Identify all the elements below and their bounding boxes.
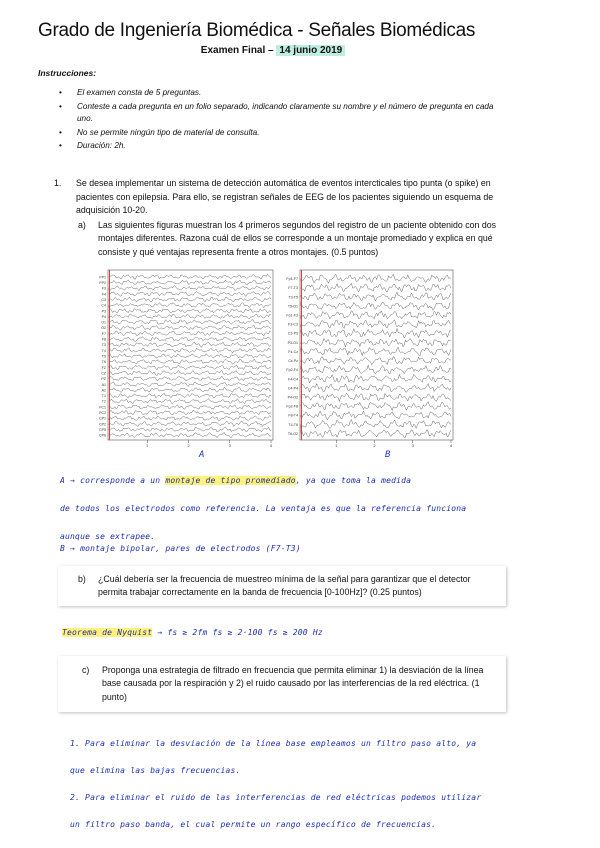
question-1a-label: a) (78, 220, 86, 230)
eeg-channel-label: C3 (101, 297, 106, 302)
exam-date: 14 junio 2019 (276, 45, 345, 56)
eeg-channel-label: CZ (101, 371, 106, 376)
question-1-text: Se desea implementar un sistema de detección automática de eventos intercticales tipo punta (o spike) en pacientes con epilepsia. Para ello, se registran señales de EEG de los pacientes siguiendo un esquema de adquisición 10-20. (76, 178, 494, 215)
eeg-tick-label: 3 (411, 443, 414, 448)
eeg-tick-label: 1 (146, 443, 149, 448)
answer-a-line1-post: , ya que toma la medida (295, 476, 412, 485)
eeg-channel-label: T5 (101, 354, 106, 359)
exam-subtitle (0, 45, 546, 56)
eeg-channel-label: O1 (101, 320, 106, 325)
eeg-channel-label: C4-P4 (287, 386, 298, 391)
answer-a-handwritten (60, 467, 565, 551)
subtitle-prefix: Examen Final – (200, 45, 274, 56)
answer-b-handwritten (62, 628, 323, 637)
answer-c-line3: 2. Para eliminar el ruido de las interferencias de red eléctricas podemos utilizar (70, 793, 482, 802)
instruction-item: • Conteste a cada pregunta en un folio separado, indicando claramente su nombre y el número de pregunta en cada uno. (59, 101, 499, 126)
eeg-channel-label: C4 (101, 303, 106, 308)
eeg-channel-label: PZ (101, 377, 106, 382)
eeg-channel-label: T3 (101, 343, 106, 348)
eeg-channel-label: CP1 (99, 416, 106, 421)
eeg-channel-label: Fp1-F7 (286, 277, 298, 282)
eeg-channel-label: F3-C3 (288, 322, 298, 327)
question-c-text: Proponga una estrategia de filtrado en frecuencia que permita eliminar 1) la desviación de la línea base causada por la respiración y 2) el ruido causado por las interferencias de la red eléctrica. (1 punto) (102, 665, 484, 702)
eeg-tick-label: 3 (228, 443, 231, 448)
eeg-channel-label: T4 (101, 348, 106, 353)
answer-a-highlight: montaje de tipo promediado (165, 476, 296, 485)
eeg-channel-label: T2 (101, 399, 106, 404)
eeg-channel-label: CP5 (99, 428, 106, 433)
instructions-list (59, 87, 499, 154)
answer-a-line3: aunque se extrapee. (60, 532, 156, 541)
figure-label-b: B (385, 450, 391, 458)
eeg-tick-label: 4 (269, 443, 273, 448)
eeg-channel-label: F8-T4 (288, 413, 298, 418)
question-1 (54, 177, 502, 218)
eeg-channel-label: F3 (101, 286, 106, 291)
question-1-number: 1. (54, 178, 62, 188)
eeg-channel-label: Fp2-F8 (286, 404, 298, 409)
question-b-label: b) (78, 574, 86, 584)
eeg-channel-label: P3 (101, 309, 106, 314)
eeg-channel-label: T6 (101, 360, 106, 365)
eeg-channel-label: F7 (101, 331, 106, 336)
question-1a (78, 219, 498, 259)
eeg-channel-label: O2 (101, 326, 106, 331)
answer-b-rest: → fs ≥ 2fm fs ≥ 2·100 fs ≥ 200 Hz (152, 628, 323, 637)
answer-a-line1-pre: A → corresponde a un (60, 476, 166, 485)
exam-title: Grado de Ingeniería Biomédica - Señales Biomédicas (38, 20, 476, 41)
eeg-channel-label: FZ (101, 365, 106, 370)
eeg-figure (95, 268, 455, 458)
eeg-channel-label: F4-C4 (288, 377, 298, 382)
eeg-tick-label: 4 (449, 443, 453, 448)
instructions-heading: Instrucciones: (38, 68, 97, 78)
answer-a-line2: de todos los electrodos como referencia. La ventaja es que la referencia funciona (60, 504, 467, 513)
eeg-channel-label: F4 (101, 292, 106, 297)
eeg-channel-label: A1 (101, 382, 106, 387)
eeg-channel-label: A2 (101, 388, 106, 393)
eeg-channel-label: Fz-Cz (288, 349, 298, 354)
answer-c-line1: 1. Para eliminar la desviación de la línea base empleamos un filtro paso alto, ya (70, 739, 477, 748)
eeg-channel-label: CP6 (99, 433, 106, 438)
eeg-channel-label: T5-O1 (287, 304, 298, 309)
question-c-label: c) (82, 665, 90, 675)
instruction-item: • El examen consta de 5 preguntas. (59, 87, 499, 100)
eeg-tick-label: 2 (373, 443, 376, 448)
eeg-channel-label: P4-O2 (287, 395, 298, 400)
question-1a-text: Las siguientes figuras muestran los 4 primeros segundos del registro de un paciente obtenido con dos montajes diferentes. Razona cuál de ellos se corresponde a un montaje promediado y explica en qué consiste y qué ventajas representa frente a otros montajes. (0.5 puntos) (98, 220, 497, 257)
eeg-channel-label: Cz-Pz (288, 359, 298, 364)
eeg-channel-label: F8 (101, 337, 106, 342)
question-b (78, 573, 498, 600)
eeg-channel-label: P3-O1 (287, 340, 298, 345)
eeg-tick-label: 1 (335, 443, 338, 448)
eeg-channel-label: F7-T3 (288, 286, 298, 291)
eeg-channel-label: Fp2-F4 (286, 368, 298, 373)
figure-label-a: A (199, 450, 205, 458)
eeg-tick-label: 2 (187, 443, 190, 448)
eeg-channel-label: C3-P3 (287, 331, 298, 336)
eeg-channel-label: T1 (101, 394, 106, 399)
question-b-text: ¿Cuál debería ser la frecuencia de muestreo mínima de la señal para garantizar que el detector permita trabajar correctamente en la banda de frecuencia [0-100Hz]? (0.25 puntos) (98, 574, 471, 598)
answer-a-line4: B → montaje bipolar, pares de electrodos (F7-T3) (60, 544, 301, 553)
question-c (82, 664, 496, 704)
eeg-channel-label: T4-T6 (288, 422, 298, 427)
instruction-item: • Duración: 2h. (59, 140, 499, 153)
eeg-channel-label: P4 (101, 314, 106, 319)
eeg-channel-label: Fp1-F3 (286, 313, 298, 318)
eeg-channel-label: CP2 (99, 422, 106, 427)
answer-c-line4: un filtro paso banda, el cual permite un rango específico de frecuencias. (70, 820, 437, 829)
eeg-channel-label: FP2 (99, 280, 106, 285)
eeg-channel-label: FC2 (99, 411, 106, 416)
eeg-channel-label: T3-T5 (288, 295, 298, 300)
eeg-channel-label: T6-O2 (287, 431, 298, 436)
eeg-channel-label: FC1 (99, 405, 106, 410)
answer-c-line2: que elimina las bajas frecuencias. (70, 766, 241, 775)
eeg-channel-label: FP1 (99, 275, 106, 280)
answer-b-highlight: Teorema de Nyquist (62, 628, 153, 637)
instruction-item: • No se permite ningún tipo de material de consulta. (59, 127, 499, 140)
answer-c-handwritten (70, 730, 575, 838)
